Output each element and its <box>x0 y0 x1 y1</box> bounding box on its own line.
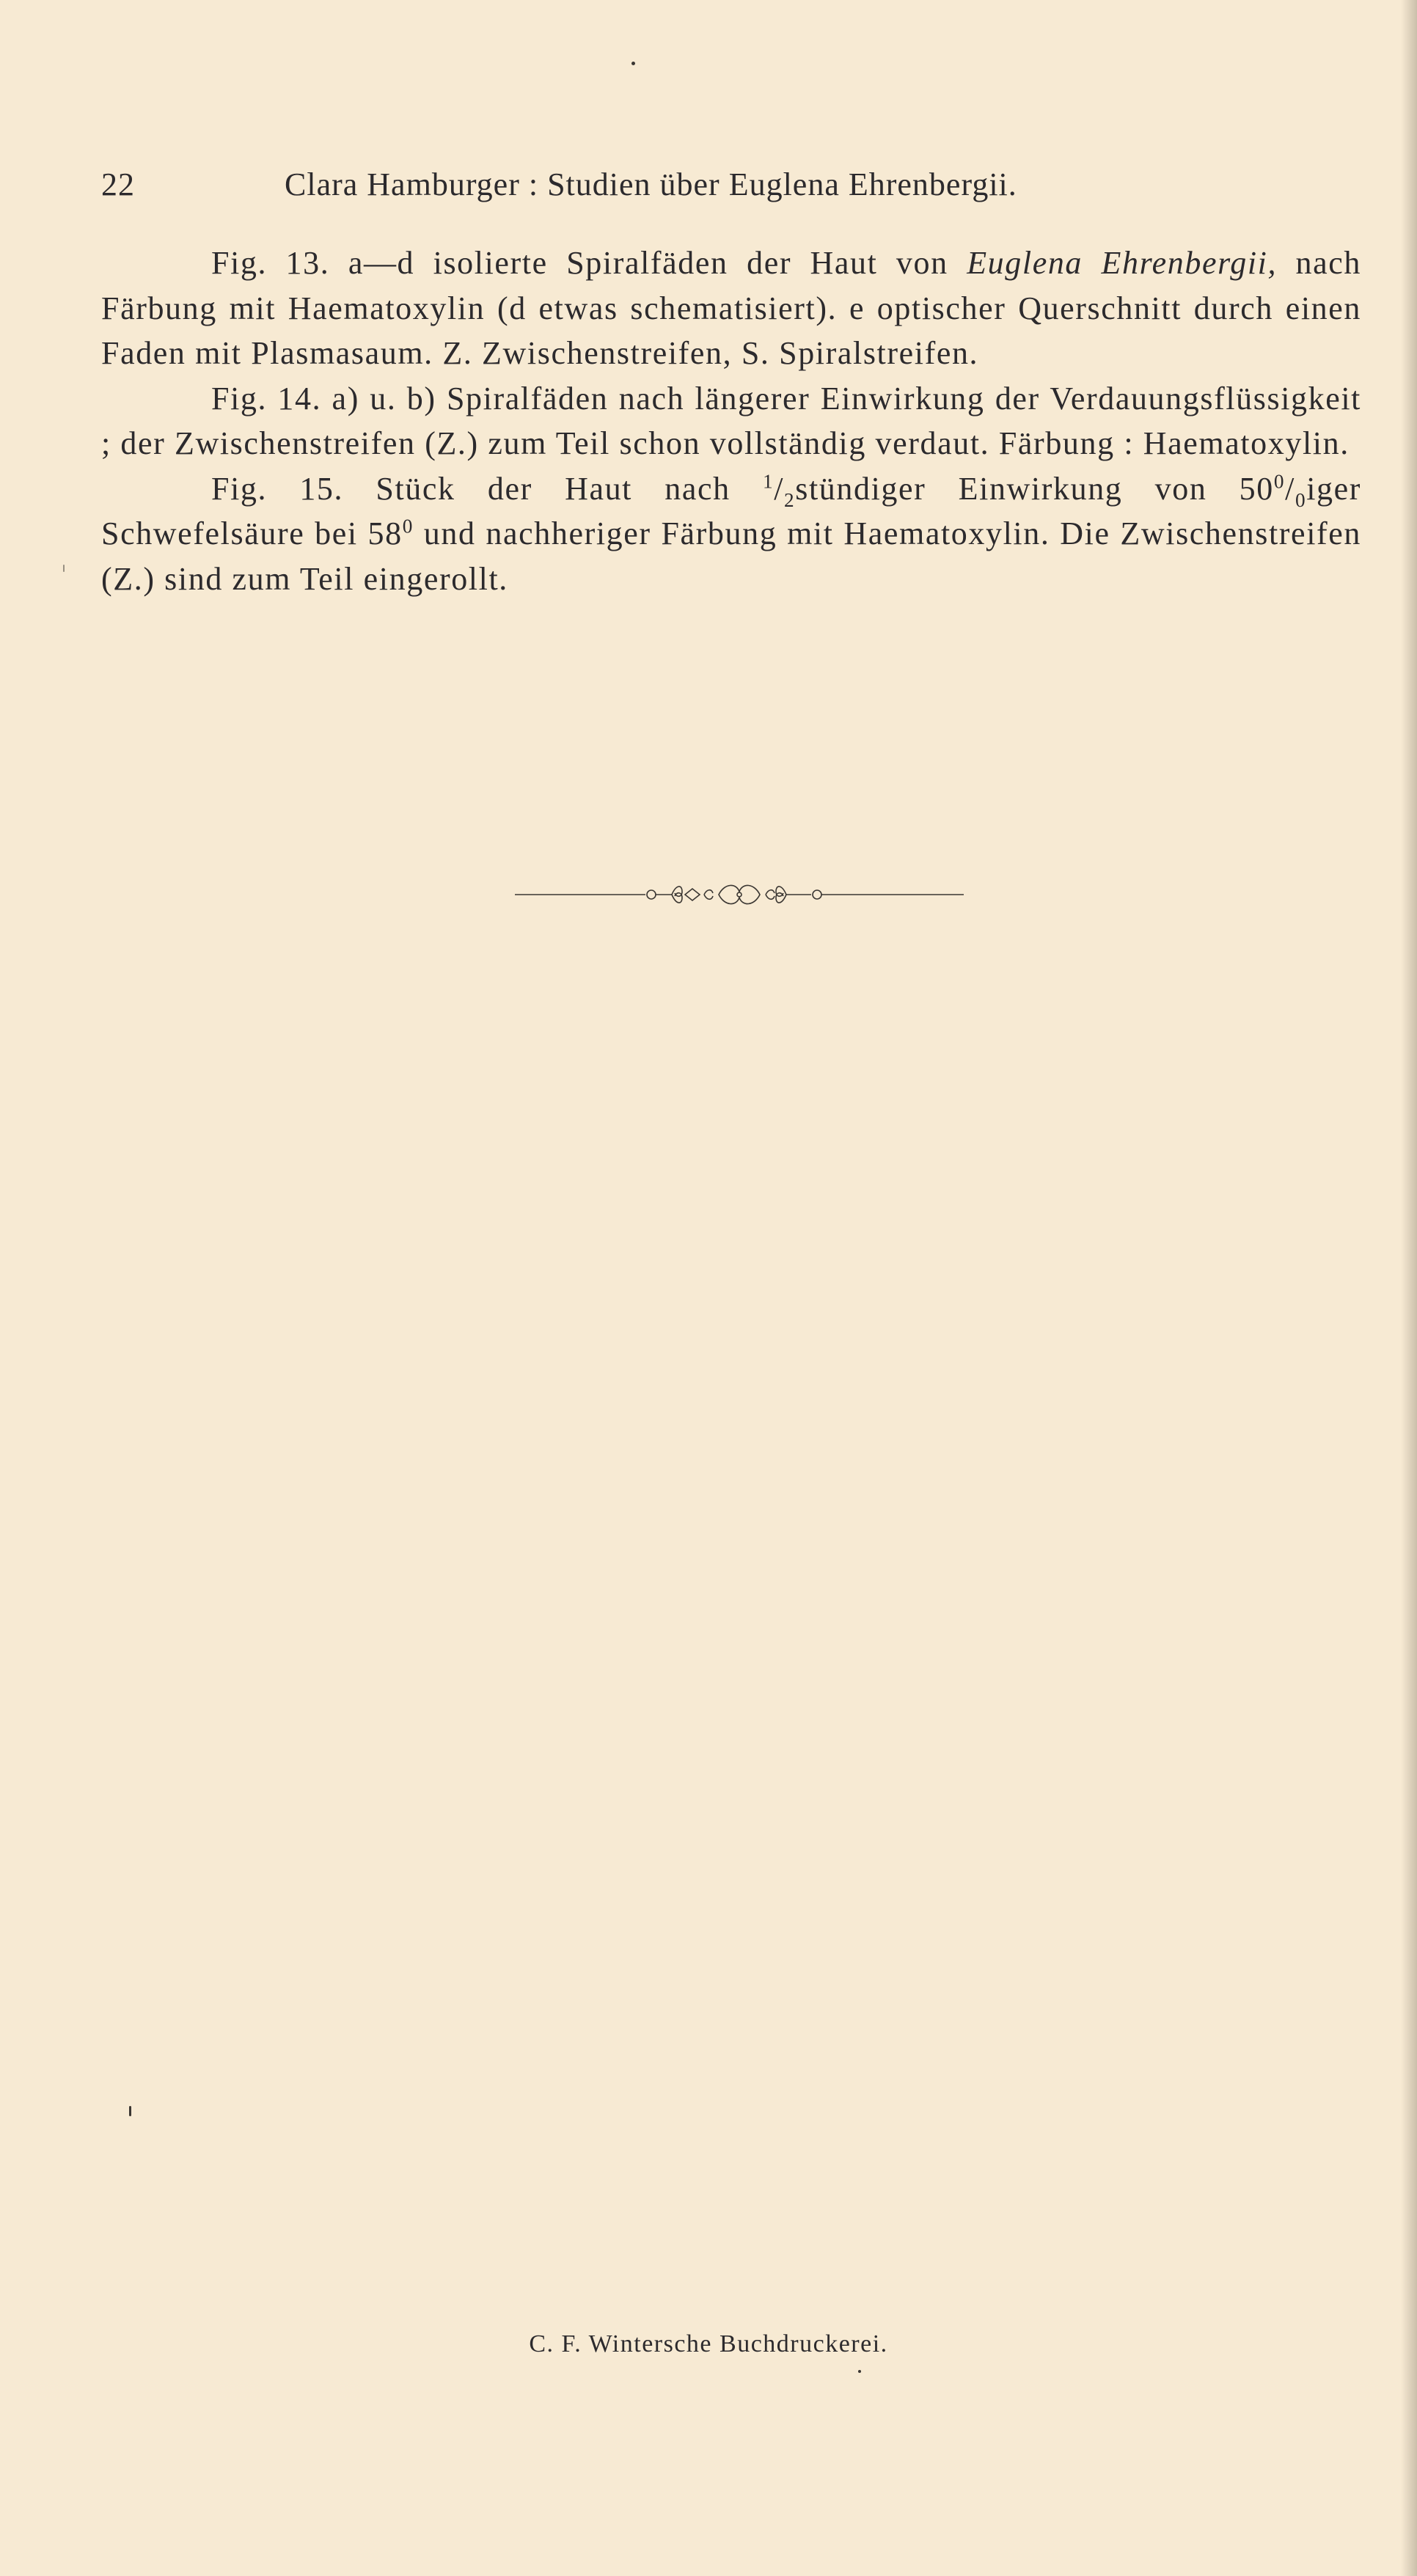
caption-fig-13: Fig. 13. a—d isolierte Spiralfäden der Haut von Euglena Ehrenbergii, nach Färbung mit Haematoxylin (d etwas schematisiert). e optischer Querschnitt durch einen Faden mit Plasmasaum. Z. Zwischenstreifen, S. Spiralstreifen. <box>101 245 1362 371</box>
decorative-divider-ornament <box>515 878 964 911</box>
species-name: Euglena Ehrenbergii, <box>967 245 1278 281</box>
running-header <box>101 163 1223 207</box>
page-number: 22 <box>101 166 135 202</box>
ink-speck <box>631 62 635 65</box>
running-title: Clara Hamburger : Studien über Euglena Ehrenbergii. <box>285 166 1017 202</box>
caption-fig-14: Fig. 14. a) u. b) Spiralfäden nach längerer Einwirkung der Verdauungsflüssigkeit ; der Zwischenstreifen (Z.) zum Teil schon vollständig verdaut. Färbung : Haematoxylin. <box>101 380 1361 461</box>
ink-speck <box>63 565 65 572</box>
ink-speck <box>858 2370 861 2373</box>
ink-speck <box>129 2106 131 2116</box>
printer-imprint: C. F. Wintersche Buchdruckerei. <box>529 2330 888 2357</box>
figure-captions <box>101 241 1361 601</box>
page-edge-shadow <box>1401 0 1417 2576</box>
degree-sign: 0 <box>402 515 414 537</box>
caption-fig-15: Fig. 15. Stück der Haut nach $^1/_2stündiger$ Einwirkung von $50^0/_0iger$ Schwefelsäure bei $58^0$ und nachheriger Färbung mit Haematoxylin. Die Zwischenstreifen (Z.) sind zum Teil eingerollt. <box>101 469 1361 597</box>
caption-label: Fig. 15. <box>211 470 344 507</box>
caption-label: Fig. 13. <box>211 245 330 281</box>
fraction-one-half: $^1/_2$ <box>762 469 796 511</box>
caption-label: Fig. 14. <box>211 380 322 417</box>
percent-sign: $^0/_0$ <box>1273 469 1307 511</box>
